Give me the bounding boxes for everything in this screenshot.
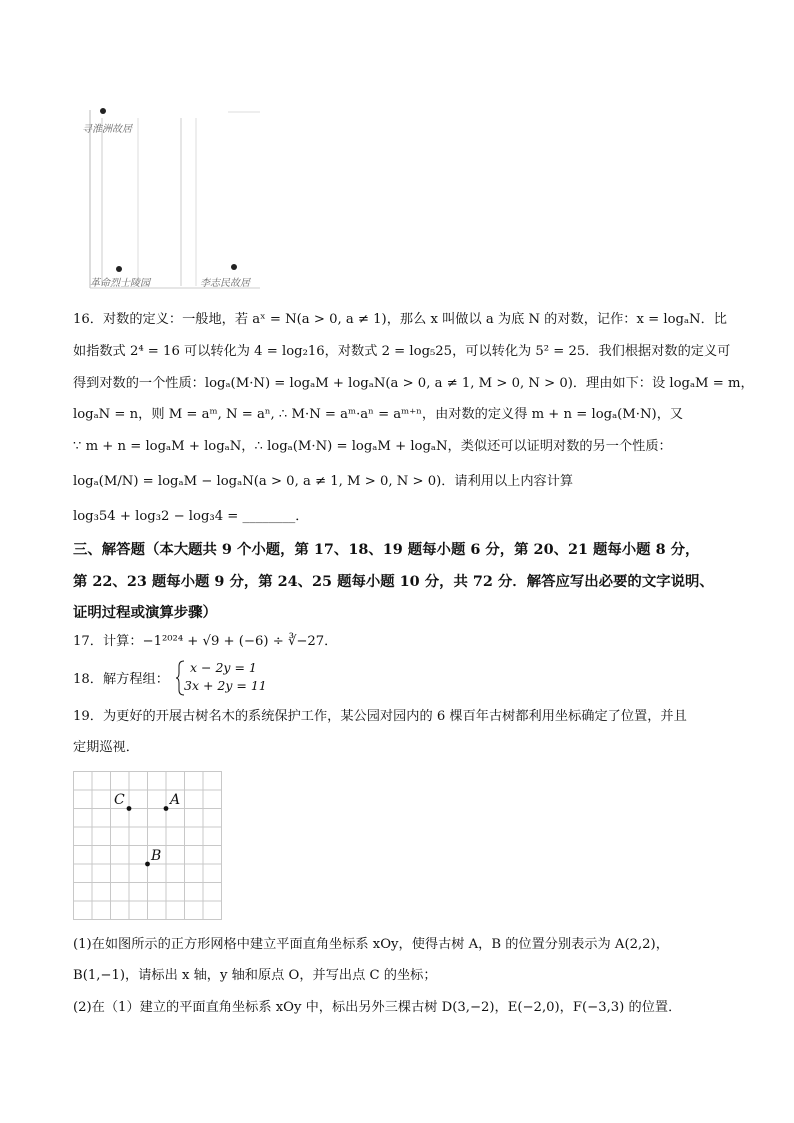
q16-line-1: 16．对数的定义：一般地，若 aˣ = N(a > 0, a ≠ 1)，那么 x 叫做以 a 为底 N 的对数，记作：x = logₐN．比 [73,312,727,327]
section3-heading-1: 三、解答题（本大题共 9 个小题，第 17、18、19 题每小题 6 分，第 20、21 题每小题 8 分， [73,541,700,558]
map-point [116,266,122,272]
section3-heading-2: 第 22、23 题每小题 9 分，第 24、25 题每小题 10 分，共 72 分．解答应写出必要的文字说明、 [73,573,714,590]
map-figure [82,108,263,290]
equation-1: x − 2y = 1 [190,660,257,675]
point-a [164,806,169,811]
map-point [231,264,237,270]
q19-sub2-line-1: (2)在（1）建立的平面直角坐标系 xOy 中，标出另外三棵古树 D(3,−2)，E(−2,0)，F(−3,3) 的位置． [73,1000,682,1015]
q19-line-1: 19．为更好的开展古树名木的系统保护工作，某公园对园内的 6 棵百年古树都利用坐标确定了位置，并且 [73,709,687,724]
point-a-label: A [170,792,181,808]
map-label-2: 革命烈士陵园 [90,278,150,289]
q17-text: 17．计算：−1²⁰²⁴ + √9 + (−6) ÷ ∛−27． [73,634,338,649]
grid-lines [73,771,222,920]
q16-line-4: logₐN = n，则 M = aᵐ, N = aⁿ, ∴ M·N = aᵐ·aⁿ = aᵐ⁺ⁿ，由对数的定义得 m + n = logₐ(M·N)，又 [73,407,684,422]
point-c [127,806,132,811]
q16-line-7: log₃54 + log₃2 − log₃4 = ________． [73,509,309,524]
map-point [100,108,106,114]
q16-line-2: 如指数式 2⁴ = 16 可以转化为 4 = log₂16，对数式 2 = log₅25，可以转化为 5² = 25．我们根据对数的定义可 [73,344,731,359]
map-label-1: 寻淮洲故居 [82,124,132,135]
point-b-label: B [151,848,162,864]
q19-line-2: 定期巡视． [73,740,139,755]
point-c-label: C [114,792,125,808]
q19-sub1-line-1: (1)在如图所示的正方形网格中建立平面直角坐标系 xOy，使得古树 A，B 的位置分别表示为 A(2,2)， [73,937,669,952]
map-frame [88,108,263,290]
q16-line-6: logₐ(M/N) = logₐM − logₐN(a > 0, a ≠ 1, M > 0, N > 0)．请利用以上内容计算 [73,474,574,489]
q16-line-3: 得到对数的一个性质：logₐ(M·N) = logₐM + logₐN(a > 0, a ≠ 1, M > 0, N > 0)．理由如下：设 logₐM = m， [73,376,754,391]
equation-2: 3x + 2y = 11 [184,678,267,693]
q18-prefix: 18．解方程组： [73,672,169,687]
section3-heading-3: 证明过程或演算步骤） [73,604,217,621]
map-label-3: 李志民故居 [200,278,250,289]
coordinate-grid [73,771,222,920]
equation-system [176,660,296,696]
point-b [145,862,150,867]
q19-sub1-line-2: B(1,−1)，请标出 x 轴，y 轴和原点 O，并写出点 C 的坐标； [73,968,437,983]
q16-line-5: ∵ m + n = logₐM + logₐN，∴ logₐ(M·N) = logₐM + logₐN，类似还可以证明对数的另一个性质： [73,439,672,454]
